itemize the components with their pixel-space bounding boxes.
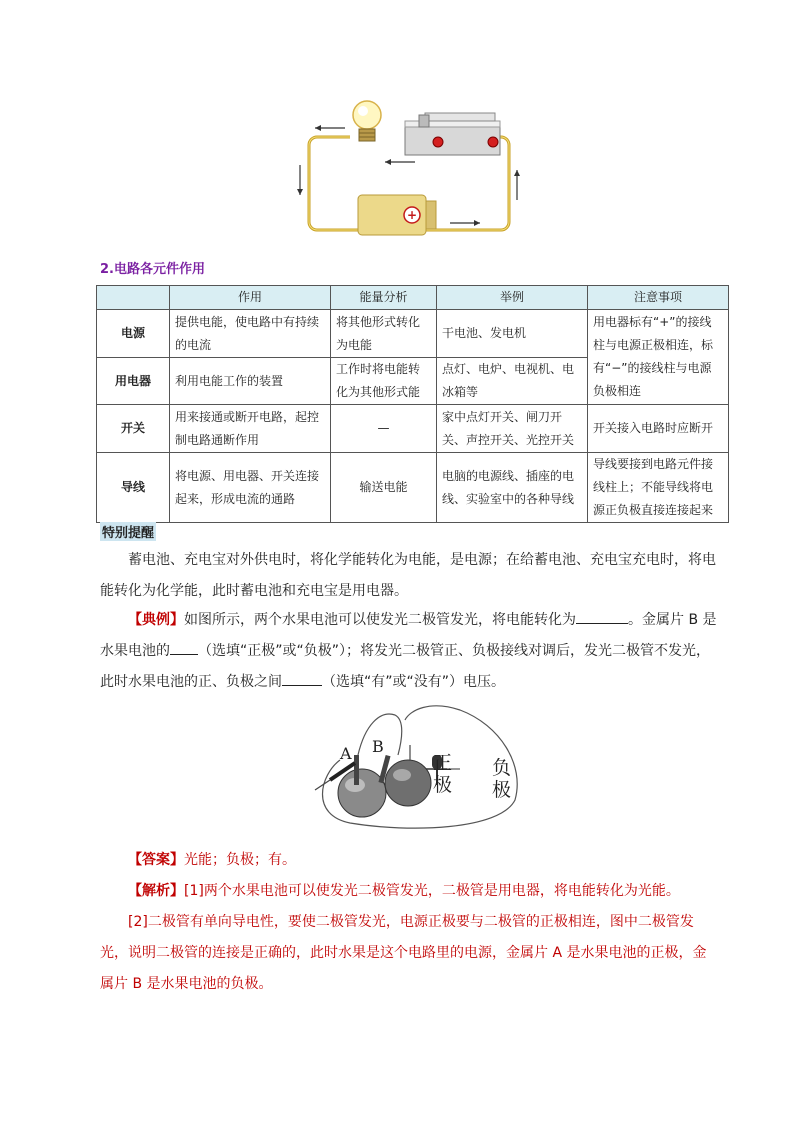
label-negative-1: 负 [492, 757, 512, 779]
table-cell: 输送电能 [331, 453, 437, 523]
table-cell: 电源 [97, 310, 170, 358]
label-b: B [372, 737, 384, 756]
reminder-text: 蓄电池、充电宝对外供电时，将化学能转化为电能，是电源；在给蓄电池、充电宝充电时，将电能转化为化学能，此时蓄电池和充电宝是用电器。 [100, 552, 716, 599]
table-cell: 家中点灯开关、闸刀开关、声控开关、光控开关 [437, 405, 588, 453]
table-cell: — [331, 405, 437, 453]
table-header-cell: 举例 [437, 286, 588, 310]
label-positive-1: 正 [433, 752, 453, 774]
table-cell: 开关 [97, 405, 170, 453]
answer-label: 【答案】 [128, 852, 184, 868]
analysis-1 [100, 876, 720, 907]
analysis-text-2: [2]二极管有单向导电性，要使二极管发光，电源正极要与二极管的正极相连，图中二极管发光，说明二极管的连接是正确的，此时水果是这个电路里的电源，金属片 A 是水果电池的正极，金属片 B 是水果电池的负极。 [100, 914, 707, 992]
answer-blank-2[interactable] [170, 640, 198, 655]
example-text-2: 。金属片 B 是水果电池的 [100, 612, 717, 659]
table-cell: 导线 [97, 453, 170, 523]
table-header-cell [97, 286, 170, 310]
table-cell: 用来接通或断开电路，起控制电路通断作用 [170, 405, 331, 453]
example-text-1: 如图所示，两个水果电池可以使发光二极管发光，将电能转化为 [184, 612, 576, 628]
circuit-diagram [295, 95, 525, 240]
svg-text:+: + [406, 208, 418, 222]
table-row [97, 310, 729, 358]
table-cell: 将其他形式转化为电能 [331, 310, 437, 358]
analysis-text-1: [1]两个水果电池可以使发光二极管发光，二极管是用电器，将电能转化为光能。 [184, 883, 680, 899]
table-header-cell: 能量分析 [331, 286, 437, 310]
label-negative-2: 极 [492, 779, 512, 801]
table-row [97, 453, 729, 523]
table-cell: 用电器标有“+”的接线柱与电源正极相连，标有“−”的接线柱与电源负极相连 [588, 310, 729, 405]
table-cell: 干电池、发电机 [437, 310, 588, 358]
answer-blank-1[interactable] [576, 609, 628, 624]
label-a: A [340, 744, 352, 763]
analysis-label: 【解析】 [128, 883, 184, 899]
table-row [97, 405, 729, 453]
answer-text: 光能；负极；有。 [184, 852, 296, 868]
reminder-label: 特别提醒 [100, 522, 156, 541]
example-question [100, 605, 720, 698]
answer-blank-3[interactable] [282, 671, 322, 686]
table-cell: 点灯、电炉、电视机、电冰箱等 [437, 358, 588, 405]
table-cell: 开关接入电路时应断开 [588, 405, 729, 453]
table-header-row [97, 286, 729, 310]
table-cell: 将电源、用电器、开关连接起来，形成电流的通路 [170, 453, 331, 523]
table-cell: 工作时将电能转化为其他形式能 [331, 358, 437, 405]
example-label: 【典例】 [128, 612, 184, 628]
table-header-cell: 注意事项 [588, 286, 729, 310]
example-text-4: （选填“有”或“没有”）电压。 [322, 674, 506, 690]
table-cell: 利用电能工作的装置 [170, 358, 331, 405]
section-title: 2.电路各元件作用 [100, 262, 205, 277]
components-table [96, 285, 729, 523]
table-header-cell: 作用 [170, 286, 331, 310]
answer [100, 845, 720, 876]
table-cell: 提供电能，使电路中有持续的电流 [170, 310, 331, 358]
fruit-battery-figure [310, 705, 525, 830]
table-cell: 用电器 [97, 358, 170, 405]
label-positive-2: 极 [433, 774, 453, 796]
example-text-3: （选填“正极”或“负极”）；将发光二极管正、负极接线对调后，发光二极管不发光，此时水果电池的正、负极之间 [100, 643, 711, 690]
table-cell: 导线要接到电路元件接线柱上；不能导线将电源正负极直接连接起来 [588, 453, 729, 523]
table-cell: 电脑的电源线、插座的电线、实验室中的各种导线 [437, 453, 588, 523]
